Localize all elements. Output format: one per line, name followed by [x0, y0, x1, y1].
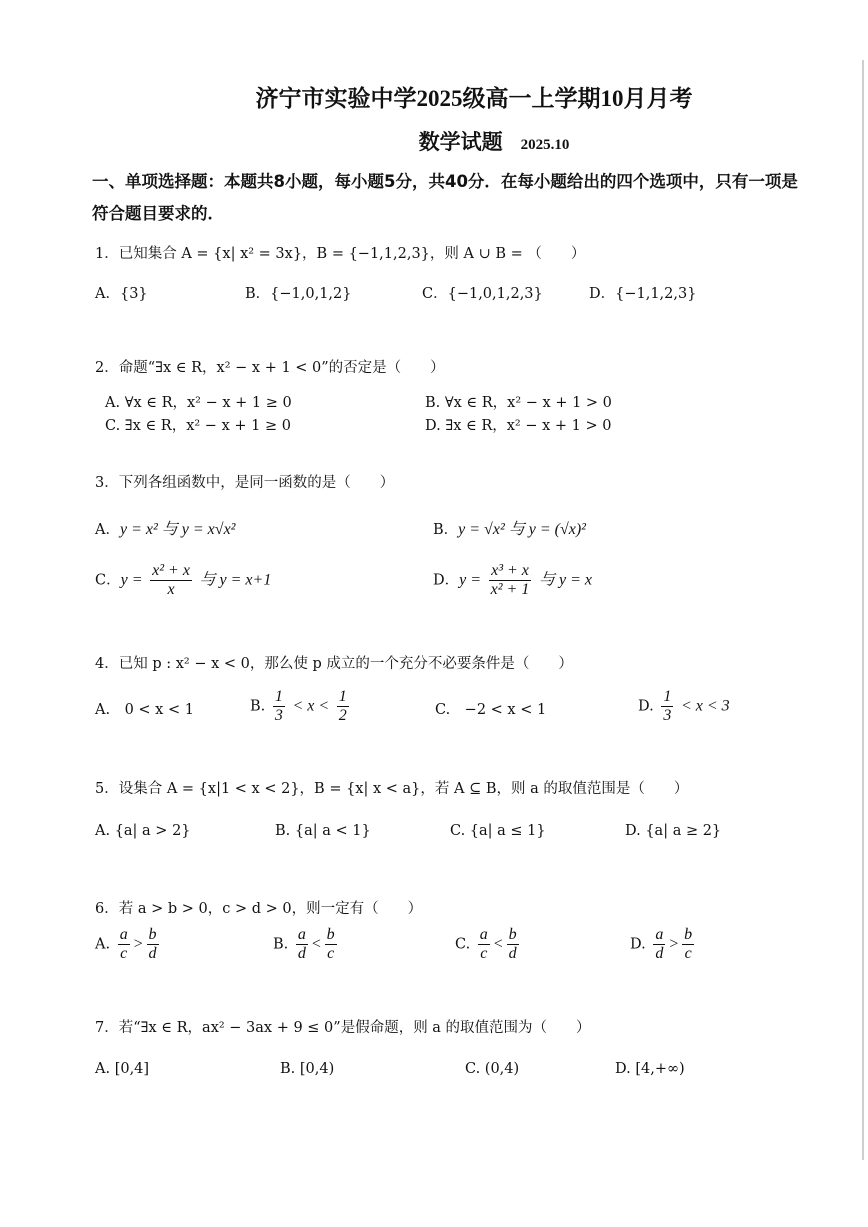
q3-b-formula: y = √x² 与 y = (√x)²: [458, 521, 586, 538]
q6-c-op: <: [492, 935, 504, 953]
q6-d-frac-2: [682, 926, 694, 963]
q7-option-d: D. [4,+∞): [615, 1061, 685, 1077]
q3-option-d: [433, 562, 592, 599]
q7-option-a: A. [0,4]: [95, 1061, 150, 1077]
q4-b-mid: < x <: [292, 697, 330, 715]
q4-d-den: 3: [663, 707, 672, 724]
question-2-stem: 2．命题“∃x ∈ R，x² − x + 1 < 0”的否定是（ ）: [95, 360, 445, 376]
q7-option-b: B. [0,4): [280, 1061, 335, 1077]
question-7-stem: 7．若“∃x ∈ R，ax² − 3ax + 9 ≤ 0”是假命题，则 a 的取值范围为（ ）: [95, 1020, 591, 1036]
section-line-1: 一、单项选择题：本题共8小题，每小题5分，共40分．在每小题给出的四个选项中，只有一项是: [92, 172, 798, 191]
question-3-stem: 3．下列各组函数中，是同一函数的是（ ）: [95, 475, 395, 491]
q6-a-num-2: b: [148, 926, 157, 943]
q3-d-y: y =: [459, 571, 482, 589]
q4-option-b: [250, 688, 352, 725]
q4-b-num-2: 1: [338, 688, 347, 705]
q5-option-b: B. {a| a < 1}: [275, 823, 371, 839]
q4-d-tail: < x < 3: [680, 697, 730, 715]
q6-a-frac-1: [118, 926, 130, 963]
q4-option-c: C. −2 < x < 1: [435, 702, 547, 718]
q5-option-a: A. {a| a > 2}: [95, 823, 191, 839]
q6-b-den-2: c: [327, 945, 335, 962]
q3-option-b: [433, 516, 586, 539]
exam-subtitle: [0, 126, 868, 156]
q3-c-tail: 与 y = x+1: [199, 571, 272, 589]
q6-d-den-2: c: [684, 945, 692, 962]
q4-b-frac-1: [273, 688, 285, 725]
q3-c-y: y =: [120, 571, 143, 589]
q3-c-numerator: x² + x: [152, 562, 190, 579]
q3-d-numerator: x³ + x: [491, 562, 529, 579]
q6-b-op: <: [310, 935, 322, 953]
q6-option-b: [273, 926, 340, 963]
section-heading: [92, 166, 862, 230]
question-4-stem: 4．已知 p : x² − x < 0，那么使 p 成立的一个充分不必要条件是（ ）: [95, 656, 573, 672]
q6-b-den-1: d: [297, 945, 306, 962]
q1-option-d: D．{−1,1,2,3}: [589, 286, 697, 302]
q5-option-d: D. {a| a ≥ 2}: [625, 823, 722, 839]
question-6-stem: 6．若 a > b > 0，c > d > 0，则一定有（ ）: [95, 901, 423, 917]
page-edge-line: [862, 60, 864, 1160]
q3-a-formula: y = x² 与 y = x√x²: [119, 521, 236, 538]
q6-b-frac-1: [296, 926, 308, 963]
q4-b-frac-2: [337, 688, 349, 725]
q1-option-c: C．{−1,0,1,2,3}: [422, 286, 543, 302]
q6-b-num-2: b: [326, 926, 335, 943]
q4-d-frac: [661, 688, 673, 725]
q6-a-den-1: c: [120, 945, 128, 962]
q3-a-label: A．: [95, 522, 120, 538]
q4-option-a: A. 0 < x < 1: [95, 702, 194, 718]
q2-option-d: D. ∃x ∈ R，x² − x + 1 > 0: [425, 418, 612, 434]
q6-c-den-2: d: [508, 945, 517, 962]
q6-c-frac-2: [507, 926, 519, 963]
q3-option-a: [95, 516, 235, 539]
q6-d-op: >: [668, 935, 680, 953]
q7-option-c: C. (0,4): [465, 1061, 520, 1077]
subject-title: 数学试题: [418, 129, 503, 154]
q3-d-fraction: [489, 562, 532, 599]
q6-option-d: [630, 926, 697, 963]
q6-a-label: A.: [95, 936, 111, 953]
q6-c-frac-1: [478, 926, 490, 963]
q1-option-a: A．{3}: [95, 286, 148, 302]
q6-d-label: D.: [630, 936, 646, 953]
question-1-stem: 1．已知集合 A = {x| x² = 3x}，B = {−1,1,2,3}，则 A ∪ B = （ ）: [95, 246, 586, 262]
q2-option-b: B. ∀x ∈ R，x² − x + 1 > 0: [425, 395, 612, 411]
q4-d-num: 1: [663, 688, 672, 705]
exam-title: 济宁市实验中学2025级高一上学期10月月考: [255, 86, 693, 111]
q6-option-c: [455, 926, 522, 963]
q6-a-op: >: [132, 935, 144, 953]
q6-d-den-1: d: [655, 945, 664, 962]
q6-c-label: C.: [455, 936, 471, 953]
q3-b-label: B．: [433, 522, 459, 538]
q3-c-denominator: x: [167, 581, 175, 598]
q6-c-den-1: c: [480, 945, 488, 962]
q2-option-a: A. ∀x ∈ R，x² − x + 1 ≥ 0: [105, 395, 292, 411]
q6-a-num-1: a: [119, 926, 128, 943]
q4-b-den-2: 2: [338, 707, 347, 724]
q3-c-fraction: [150, 562, 192, 599]
q4-b-label: B.: [250, 698, 266, 715]
q4-option-d: [638, 688, 730, 725]
q6-b-frac-2: [325, 926, 337, 963]
question-5-stem: 5．设集合 A = {x|1 < x < 2}，B = {x| x < a}，若 A ⊆ B，则 a 的取值范围是（ ）: [95, 781, 689, 797]
q4-b-num-1: 1: [274, 688, 283, 705]
q6-a-den-2: d: [148, 945, 157, 962]
q3-option-c: [95, 562, 271, 599]
q6-b-num-1: a: [297, 926, 306, 943]
q6-option-a: [95, 926, 162, 963]
q3-d-tail: 与 y = x: [538, 571, 592, 589]
section-line-2: 符合题目要求的．: [92, 204, 224, 223]
q6-b-label: B.: [273, 936, 289, 953]
q6-c-num-1: a: [479, 926, 488, 943]
q6-d-frac-1: [653, 926, 665, 963]
q4-d-label: D.: [638, 698, 654, 715]
q3-c-label: C．: [95, 572, 121, 589]
q4-b-den-1: 3: [274, 707, 283, 724]
q6-d-num-1: a: [655, 926, 664, 943]
q6-c-num-2: b: [508, 926, 517, 943]
exam-date: 2025.10: [520, 137, 570, 153]
q2-option-c: C. ∃x ∈ R，x² − x + 1 ≥ 0: [105, 418, 291, 434]
q6-d-num-2: b: [684, 926, 693, 943]
q6-a-frac-2: [147, 926, 159, 963]
q5-option-c: C. {a| a ≤ 1}: [450, 823, 546, 839]
q3-d-label: D．: [433, 572, 460, 589]
q1-option-b: B．{−1,0,1,2}: [245, 286, 352, 302]
q3-d-denominator: x² + 1: [490, 581, 530, 598]
